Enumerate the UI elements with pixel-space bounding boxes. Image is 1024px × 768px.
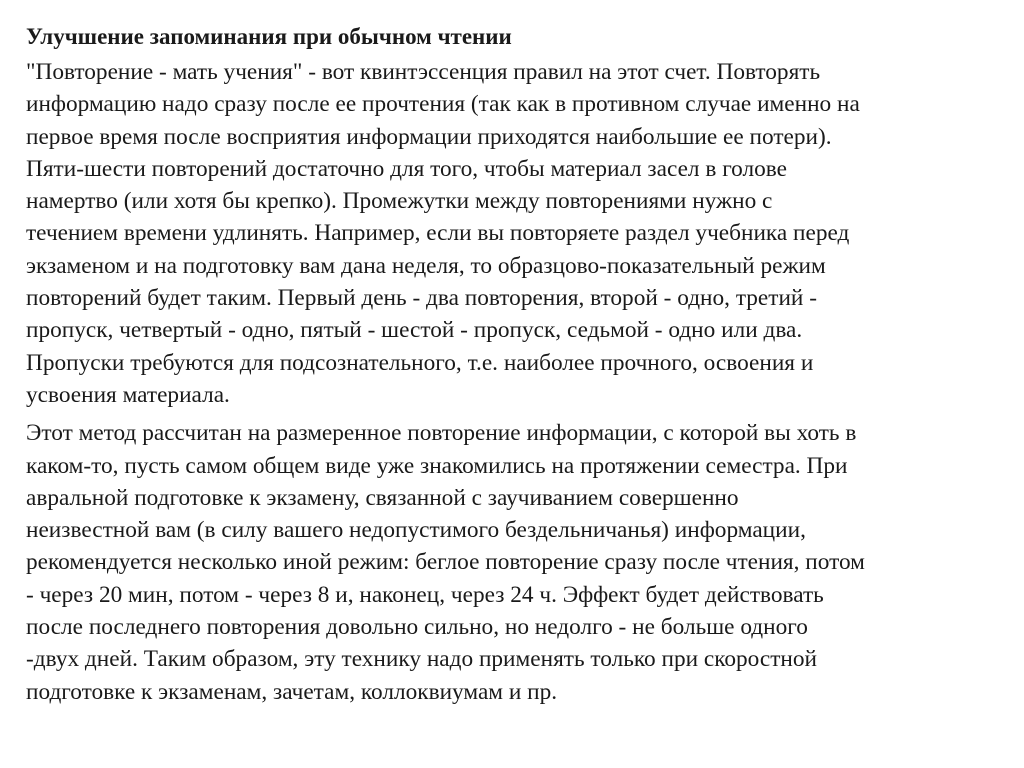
- paragraph-1: [26, 56, 998, 411]
- document-page: [26, 22, 998, 714]
- paragraph-line: Пропуски требуются для подсознательного, т.е. наиболее прочного, освоения и: [26, 349, 814, 376]
- paragraph-line: "Повторение - мать учения" - вот квинтэссенция правил на этот счет. Повторять: [26, 59, 821, 85]
- paragraph-line: Этот метод рассчитан на размеренное повторение информации, с которой вы хоть в: [26, 420, 857, 447]
- paragraph-line: Пяти-шести повторений достаточно для того, чтобы материал засел в голове: [26, 155, 788, 182]
- paragraph-line: каком-то, пусть самом общем виде уже знакомились на протяжении семестра. При: [26, 452, 848, 479]
- paragraph-line: повторений будет таким. Первый день - два повторения, второй - одно, третий -: [26, 285, 817, 312]
- paragraph-line: информацию надо сразу после ее прочтения (так как в противном случае именно на: [26, 91, 860, 118]
- paragraph-line: неизвестной вам (в силу вашего недопустимого бездельничанья) информации,: [26, 517, 806, 544]
- paragraph-line: течением времени удлинять. Например, если вы повторяете раздел учебника перед: [26, 220, 850, 247]
- paragraph-line: -двух дней. Таким образом, эту технику надо применять только при скоростной: [26, 646, 818, 673]
- paragraph-line: после последнего повторения довольно сильно, но недолго - не больше одного: [26, 614, 808, 641]
- paragraph-2: [26, 417, 998, 708]
- paragraph-line: пропуск, четвертый - одно, пятый - шестой - пропуск, седьмой - одно или два.: [26, 317, 803, 344]
- paragraph-line: рекомендуется несколько иной режим: беглое повторение сразу после чтения, потом: [26, 549, 865, 576]
- paragraph-line: экзаменом и на подготовку вам дана неделя, то образцово-показательный режим: [26, 252, 826, 279]
- paragraph-line: подготовке к экзаменам, зачетам, коллоквиумам и пр.: [26, 678, 558, 705]
- paragraph-line: первое время после восприятия информации приходятся наибольшие ее потери).: [26, 123, 832, 150]
- paragraph-line: усвоения материала.: [26, 381, 230, 408]
- paragraph-line: - через 20 мин, потом - через 8 и, наконец, через 24 ч. Эффект будет действовать: [26, 581, 824, 608]
- section-heading: Улучшение запоминания при обычном чтении: [26, 24, 512, 49]
- paragraph-line: намертво (или хотя бы крепко). Промежутки между повторениями нужно с: [26, 188, 773, 215]
- paragraph-line: авральной подготовке к экзамену, связанной с заучиванием совершенно: [26, 484, 739, 511]
